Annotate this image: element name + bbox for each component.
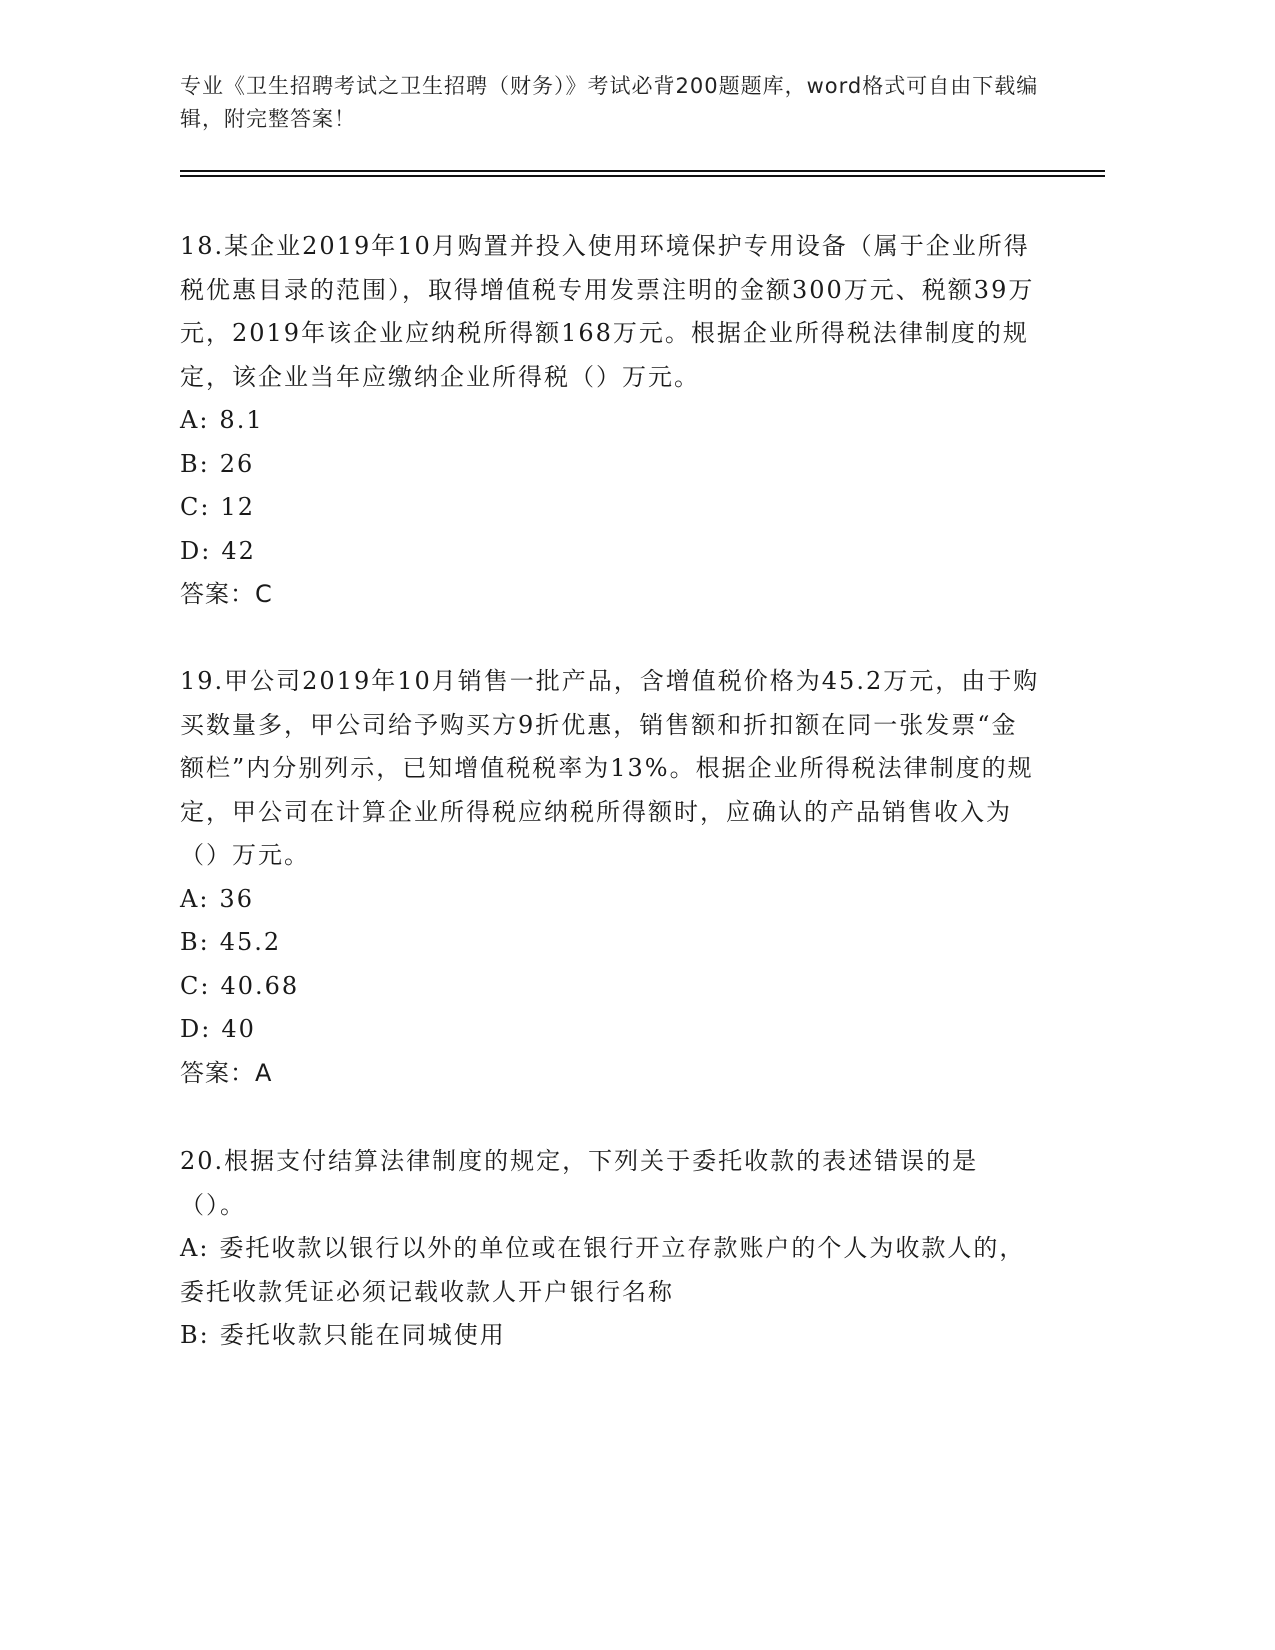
question-19 bbox=[180, 660, 1040, 1095]
option-key: D: bbox=[180, 1015, 212, 1043]
option-b bbox=[180, 921, 1040, 965]
option-key: C: bbox=[180, 493, 211, 521]
option-key: C: bbox=[180, 971, 211, 1000]
question-stem: 19.甲公司2019年10月销售一批产品，含增值税价格为45.2万元，由于购买数量多，甲公司给予购买方9折优惠，销售额和折扣额在同一张发票“金额栏”内分别列示，已知增值税税率为13%。根据企业所得税法律制度的规定，甲公司在计算企业所得税应纳税所得额时，应确认的产品销售收入为（）万元。 bbox=[180, 667, 1040, 869]
header-title: 专业《卫生招聘考试之卫生招聘（财务）》考试必背200题题库，word格式可自由下载编辑，附完整答案！ bbox=[180, 74, 1039, 131]
option-key: B: bbox=[180, 1321, 210, 1349]
option-key: A: bbox=[180, 406, 210, 434]
question-20 bbox=[180, 1140, 1040, 1358]
option-d bbox=[180, 1008, 1040, 1052]
option-c bbox=[180, 965, 1040, 1009]
option-key: A: bbox=[180, 884, 210, 913]
option-b bbox=[180, 1314, 1040, 1358]
option-key: D: bbox=[180, 536, 212, 565]
option-text: 26 bbox=[219, 449, 255, 478]
option-d bbox=[180, 530, 1040, 574]
option-text: 42 bbox=[221, 536, 256, 565]
option-text: 45.2 bbox=[219, 928, 282, 956]
option-text: 8.1 bbox=[219, 406, 264, 434]
option-a bbox=[180, 399, 1040, 443]
header-divider-bottom bbox=[180, 175, 1105, 177]
option-text: 12 bbox=[220, 493, 255, 521]
option-text: 36 bbox=[219, 884, 254, 913]
header-divider-top bbox=[180, 170, 1105, 172]
option-key: B: bbox=[180, 449, 210, 478]
option-text: 40 bbox=[221, 1015, 256, 1043]
answer-line: 答案：C bbox=[180, 580, 273, 608]
document-header bbox=[180, 70, 1040, 136]
option-key: A: bbox=[180, 1234, 210, 1262]
option-c bbox=[180, 486, 1040, 530]
question-stem: 18.某企业2019年10月购置并投入使用环境保护专用设备（属于企业所得税优惠目录的范围），取得增值税专用发票注明的金额300万元、税额39万元，2019年该企业应纳税所得额168万元。根据企业所得税法律制度的规定，该企业当年应缴纳企业所得税（）万元。 bbox=[180, 232, 1035, 391]
option-text: 委托收款以银行以外的单位或在银行开立存款账户的个人为收款人的，委托收款凭证必须记载收款人开户银行名称 bbox=[180, 1234, 1026, 1306]
option-text: 委托收款只能在同城使用 bbox=[219, 1321, 506, 1349]
option-b bbox=[180, 443, 1040, 487]
option-key: B: bbox=[180, 928, 210, 956]
option-a bbox=[180, 1227, 1040, 1314]
question-18 bbox=[180, 225, 1040, 617]
answer-line: 答案：A bbox=[180, 1058, 273, 1087]
option-text: 40.68 bbox=[220, 971, 300, 1000]
question-stem: 20.根据支付结算法律制度的规定，下列关于委托收款的表述错误的是（）。 bbox=[180, 1147, 979, 1219]
option-a bbox=[180, 878, 1040, 922]
